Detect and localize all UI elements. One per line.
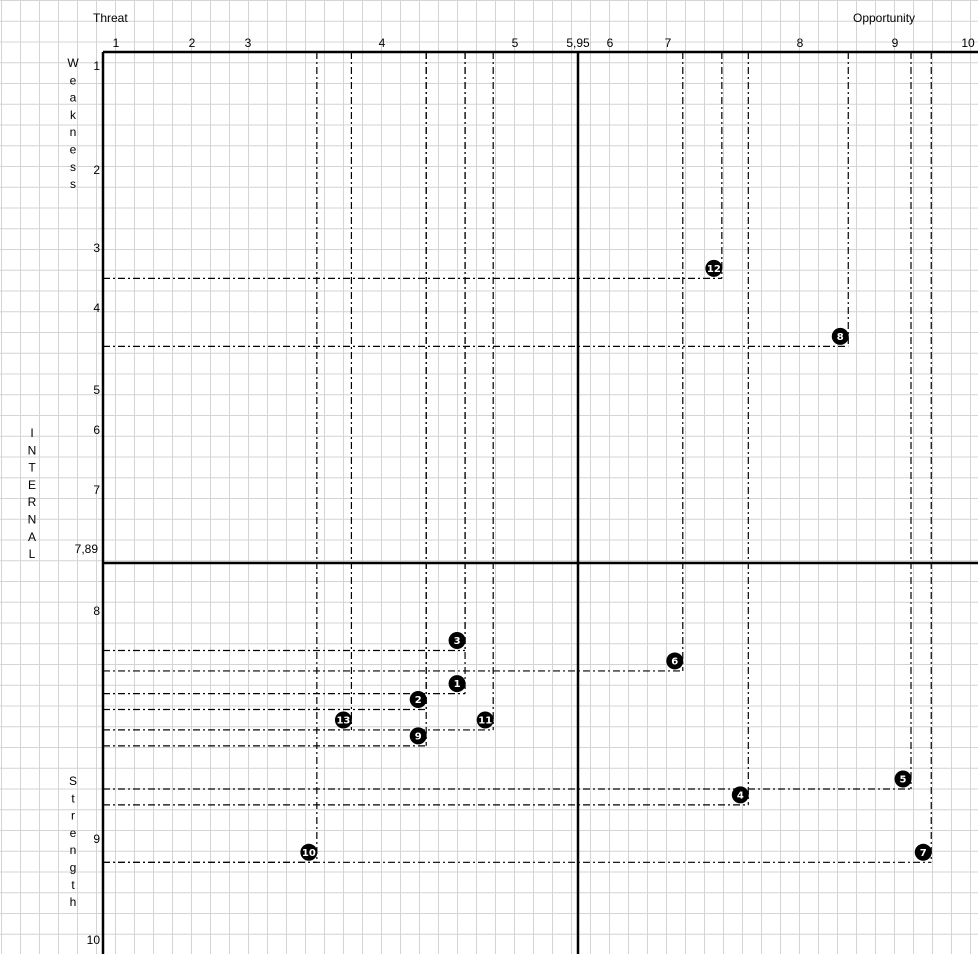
weakness-letter: e [69,142,77,157]
internal-letter: I [30,426,34,440]
weakness-letter: s [70,159,76,174]
strength-letter: g [69,860,77,875]
x-tick-label: 4 [378,36,386,50]
point-label: 6 [671,656,679,668]
y-tick-label: 10 [86,933,100,947]
point-label: 11 [478,715,493,727]
y-tick-label: 7,89 [74,542,98,556]
strength-letter: e [69,825,77,840]
threat-label: Threat [93,11,128,25]
weakness-letter: a [69,90,77,105]
x-tick-label: 7 [664,36,672,50]
y-tick-label: 2 [93,163,100,177]
strength-letter: r [71,808,75,823]
y-tick-label: 8 [93,604,100,618]
strength-letter: n [69,843,77,858]
x-tick-label: 1 [112,36,120,50]
x-tick-label: 10 [961,36,975,50]
point-label: 3 [453,636,461,648]
y-tick-label: 6 [93,423,100,437]
y-tick-label: 5 [93,383,100,397]
y-tick-label: 9 [93,832,100,846]
strength-letter: t [71,877,75,892]
y-tick-label: 4 [93,301,100,315]
strength-letter: h [69,895,77,910]
strength-letter: t [71,791,75,806]
point-label: 5 [899,774,907,786]
internal-letter: N [27,443,37,458]
point-label: 9 [414,731,422,743]
y-tick-label: 3 [93,241,100,255]
x-tick-label: 6 [606,36,614,50]
point-label: 12 [706,263,721,275]
internal-letter: A [27,529,37,544]
internal-letter: T [28,460,36,475]
point-label: 13 [336,715,351,727]
y-tick-label: 7 [93,483,100,497]
y-tick-label: 1 [93,59,100,73]
internal-letter: N [27,512,37,527]
weakness-letter: s [70,177,76,192]
point-label: 4 [736,790,744,802]
strength-letter: S [68,774,78,788]
x-tick-label: 5,95 [566,36,590,50]
side-labels [28,56,80,909]
weakness-letter: k [70,107,76,122]
point-label: 7 [919,847,927,859]
opportunity-label: Opportunity [853,11,916,25]
internal-letter: R [27,495,37,510]
point-label: 10 [301,847,316,859]
x-tick-label: 5 [511,36,519,50]
point-label: 2 [414,695,422,707]
x-tick-label: 9 [891,36,899,50]
x-tick-label: 2 [188,36,196,50]
weakness-letter: n [69,125,77,140]
point-label: 8 [836,331,844,343]
weakness-letter: W [67,56,79,70]
weakness-letter: e [69,73,77,88]
x-tick-label: 3 [244,36,252,50]
point-label: 1 [453,679,461,691]
internal-letter: E [27,477,37,492]
internal-letter: L [28,547,36,562]
x-tick-labels [113,36,975,50]
x-tick-label: 8 [796,36,804,50]
header-layer [93,11,915,25]
